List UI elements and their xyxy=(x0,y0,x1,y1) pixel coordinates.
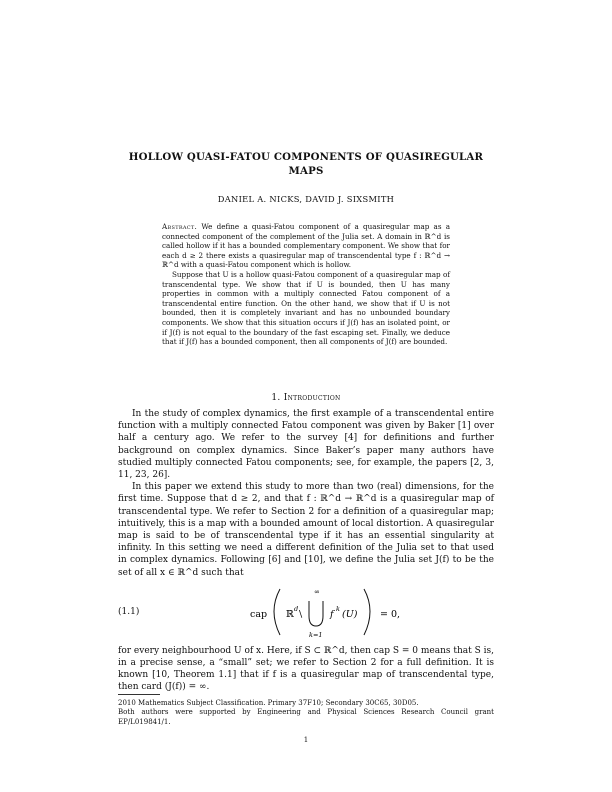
abstract-label: Abstract. xyxy=(162,222,198,231)
equation-dim: d xyxy=(294,604,299,613)
equation-power: k xyxy=(336,604,340,613)
equation-result: = 0, xyxy=(380,608,401,620)
equation-body xyxy=(250,579,450,645)
equation-cap: cap xyxy=(250,608,268,620)
left-paren xyxy=(274,589,280,635)
page-number: 1 xyxy=(303,736,309,744)
introduction-body xyxy=(118,408,494,694)
abstract-paragraph-2: Suppose that U is a hollow quasi-Fatou component of a quasiregular map of transcendental type. We show that if U is bounded, then U has many properties in common with a multiply connected Fatou component of a transcendental entire function. On the other hand, we show that if U is not bounded, then it is completely invariant and has no unbounded boundary components. We show that this situation occurs if J(f) has an isolated point, or if J(f) is not equal to the boundary of the fast escaping set. Finally, we deduce that if J(f) has a bounded component, then all components of J(f) are bounded. xyxy=(162,269,450,347)
union-lower-limit: k=1 xyxy=(309,630,323,639)
intro-paragraph-1: In the study of complex dynamics, the first example of a transcendental entire function with a multiply connected Fatou component was given by Baker [1] over half a century ago. We refer to the survey [4] for definitions and further background on complex dynamics. Since Baker’s paper many authors have studied multiply connected Fatou components; see, for example, the papers [2, 3, 11, 23, 26]. xyxy=(118,409,494,481)
abstract-paragraph-1 xyxy=(162,222,450,270)
footnote-support: Both authors were supported by Engineering and Physical Sciences Research Council grant EP/L019841/1. xyxy=(118,708,494,726)
equation-setminus: \ xyxy=(299,608,303,620)
section-number: 1. xyxy=(271,393,281,403)
abstract xyxy=(162,222,450,347)
footnote-divider xyxy=(118,694,160,695)
equation-number: (1.1) xyxy=(118,606,140,617)
equation-1-1 xyxy=(118,579,494,645)
intro-paragraph-2: In this paper we extend this study to more than two (real) dimensions, for the first time. Suppose that d ≥ 2, and that f : ℝ^d → ℝ^d is a quasiregular map of transcendental type. We refer to Section 2 for a definition of a quasiregular map; intuitively, this is a map with a bounded amount of local distortion. A quasiregular map is said to be of transcendental type if it has an essential singularity at infinity. In this setting we need a different definition of the Julia set to that used in complex dynamics. Following [6] and [10], we define the Julia set J(f) to be the set of all x ∈ ℝ^d such that xyxy=(118,482,494,578)
intro-paragraph-3: for every neighbourhood U of x. Here, if S ⊂ ℝ^d, then cap S = 0 means that S is, in a precise sense, a “small” set; we refer to Section 2 for a full definition. It is known [10, Theorem 1.1] that if f is a quasiregular map of transcendental type, then card (J(f)) = ∞. xyxy=(118,645,494,693)
equation-iterate: f xyxy=(330,608,334,620)
abstract-text-1: We define a quasi-Fatou component of a quasiregular map as a connected component of the complement of the Julia set. A domain in ℝ^d is called hollow if it has a bounded complementary component. We show that for each d ≥ 2 there exists a quasiregular map of transcendental type f : ℝ^d → ℝ^d with a quasi-Fatou component which is hollow. xyxy=(162,222,450,270)
section-title: Introduction xyxy=(283,393,341,403)
big-union-icon xyxy=(309,601,323,626)
equation-space: ℝ xyxy=(286,608,294,620)
paper-title: HOLLOW QUASI-FATOU COMPONENTS OF QUASIREGULAR MAPS xyxy=(128,151,484,177)
section-heading xyxy=(120,393,492,403)
footnotes xyxy=(118,699,494,727)
union-upper-limit: ∞ xyxy=(314,587,320,596)
footnote-classification: 2010 Mathematics Subject Classification. Primary 37F10; Secondary 30C65, 30D05. xyxy=(118,699,419,707)
equation-argument: (U) xyxy=(342,608,358,620)
right-paren xyxy=(364,589,370,635)
paper-authors: DANIEL A. NICKS, DAVID J. SIXSMITH xyxy=(217,194,395,204)
